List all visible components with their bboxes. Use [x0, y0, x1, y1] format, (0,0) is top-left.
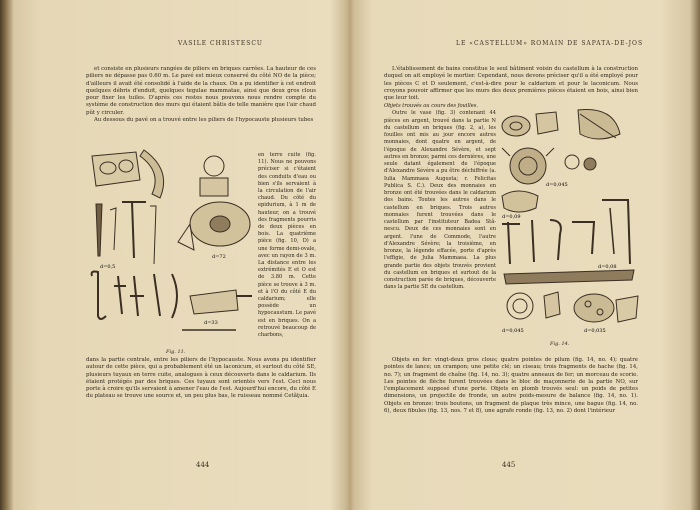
left-running-head: VASILE CHRISTESCU	[178, 40, 263, 47]
left-text-bottom: dans la partie centrale, entre les piliers de l'hypocauste. Nous avons pu identifier autour de cette pièce, qui a probablement été un laconicum, et surtout du côté SE, plusieurs tuyaux en terre cuite, analogues à ceux découverts dans le caldarium. Ils étaient protégés par des briques. Ces tuyaux sont orientés vers l'est. Ceci nous porte à croire qu'ils servaient à amener l'eau de l'est. Aujourd'hui encore, du côté E du plateau se trouve une source et, un peu plus bas, le ruisseau nommé Cetăţuia.	[86, 357, 316, 400]
figure-11-label-2: d=0,5	[100, 264, 116, 270]
left-page-number: 444	[196, 461, 210, 469]
figure-14-label-3: d=0,08	[598, 264, 617, 270]
figure-14-label-5: d=0,035	[584, 328, 606, 334]
figure-11-label-1: d=72	[212, 254, 226, 260]
right-text-bottom: Objets en fer: vingt-deux gros clous; quatre pointes de pilum (fig. 14, no. 4); quatre pointes de lance; un crampon; une petite clé; un ciseau; trois fragments de hache (fig. 14, no. 7); un fragment de chaîne (fig. 14, no. 3); quatre anneaux de fer; un morceau de scorie. Les pointes de flèche furent trouvées dans le bloc de maçonnerie de la partie NO, sur l'emplacement supposé d'une porte. Objets en plomb trouvés seul: un poids de petites dimensions, un projectile de fronde, un autre poids-mesure de balance (fig. 14, no. 1). Objets en bronze: trois boutons, un fragment de plaque très mince, une bague (fig. 14, no. 6), deux fibules (fig. 13, nos. 7 et 8), une agrafe ronde (fig. 13, no. 2) dont l'intérieur	[384, 357, 638, 415]
right-page	[350, 0, 700, 510]
figure-14-label-2: d=0,09	[502, 214, 521, 220]
figure-14-label-1: d=0,045	[546, 182, 568, 188]
left-text-column: en terre cuite (fig. 11). Nous ne pouvons préciser si c'étaient des conduits d'eau ou bien s'ils servaient à la circulation de l'air chaud. Du côté du epidurium, à 1 m de hauteur, on a trouvé des fragments pourris de deux pièces en bois. La quatrième pièce (fig. 10, D) a une forme demi-ovale, avec un rayon de 3 m. La distance entre les extrémités E et O est de 3.80 m. Cette pièce se trouve à 3 m. et à l'O du côté E du caldarium; elle possède un hypocaustum. Le pavé est en briques. On a retrouvé beaucoup de charbons,	[258, 152, 316, 339]
right-page-number: 445	[502, 461, 516, 469]
right-text-top: L'établissement de bains constitue le seul bâtiment voisin du castellum à la construction duquel on ait employé le mortier. Cependant, nous devons préciser qu'il a été employé pour les pièces C et D seulement, c'est-à-dire pour le caldarium et pour le laconicum. Nous croyons pouvoir affirmer que les murs des deux premières pièces étaient en bois, ainsi bien que leur toit.	[384, 66, 638, 102]
left-text-top: et consiste en plusieurs rangées de piliers en briques carrées. La hauteur de ces piliers ne dépasse pas 0.60 m. Le pavé est mieux conservé du côté NO de la pièce; d'ailleurs il avait été consolidé à l'aide de la chaux. On a pu identifier à cet endroit quelques débris d'enduit, quelques tegulae mammatae, ainsi que deux gros clous pour fixer les tuiles. D'après ces restes nous pouvons nous rendre compte du système de construction des murs qui étaient bâtis de telle manière que l'air chaud pût y circuler. Au dessous du pavé on a trouvé entre les piliers de l'hypocauste plusieurs tubes	[86, 66, 316, 124]
section-heading: Objets trouvés au cours des fouilles.	[384, 103, 478, 109]
figure-11-label-3: d=33	[204, 320, 218, 326]
figure-11-caption: Fig. 11.	[166, 349, 186, 355]
figure-14-caption: Fig. 14.	[550, 341, 570, 347]
right-text-column: Objets trouvés au cours des fouilles. Outre le vase (fig. 3) contenant 44 pièces en argent, trouvé dans la partie N du castellum en briques (fig. 2, a), les fouilles ont mis au jour encore autres monnaies, dont quatre en argent, de l'époque de Alexandre Sévère, et sept autres en bronze; parmi ces dernières, une seule datant également de l'époque d'Alexandre Sévère a pu être déchiffrée (a. Iulia Mammaea Augusta; r. Felicitas Publica S. C.). Deux des monnaies en bronze ont été trouvées dans le caldarium des bains. Toutes les autres dans le castellum en briques. Trois autres monnaies furent trouvées dans le castellum par l'instituteur Badea Stă-nescu. Deux de ces monnaies sont en argent. l'une de Commode, l'autre d'Alexandre Sévère; la troisième, en bronze, la légende effacée, porte d'après l'effigie, de Julia Mammaea. La plus grande partie des objets trouvés provient du castellum en briques et surtout de la construction parée de briques, découverte dans la partie SE du castellum.	[384, 103, 496, 291]
figure-11	[86, 146, 256, 346]
figure-14	[498, 104, 642, 336]
figure-14-label-4: d=0,045	[502, 328, 524, 334]
right-running-head: LE «CASTELLUM» ROMAIN DE SAPATA-DE-JOS	[456, 40, 644, 47]
